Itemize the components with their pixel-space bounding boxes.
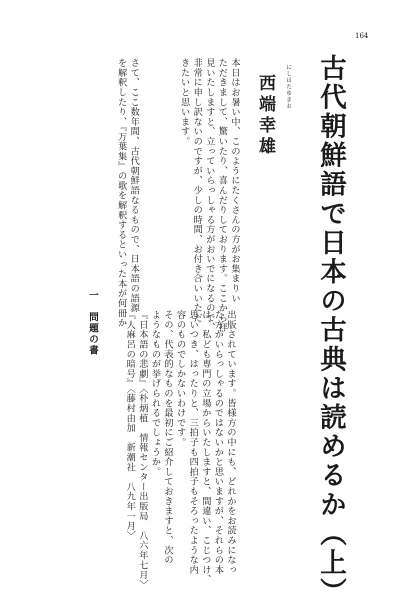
reference-line: 『人麻呂の暗号』〈藤村由加 新潮社 八九年一月〉 (124, 310, 136, 541)
body-text-top (114, 58, 240, 333)
section-heading: 一 問題の書 (87, 290, 98, 356)
text-line: を解釈したり、『万葉集』の歌を解釈するといった本が何冊か (115, 58, 127, 328)
author-name: 西端幸雄 (255, 74, 275, 158)
text-line: 本日はお暑い中、このようにたくさんの方がお集まりい (229, 58, 240, 303)
text-line: きたいと思います。 (178, 58, 190, 147)
reference-line: 『日本語の悲劇』〈朴炳植 情報センター出版局 八六年七月〉 (136, 310, 148, 590)
text-line: 出版されています。皆様方の中にも、どれかをお読みになっ (225, 310, 236, 575)
article-title: 古代朝鮮語で日本の古典は読めるか（上） (315, 54, 346, 607)
blank-line (152, 58, 165, 294)
body-text-bottom (123, 310, 236, 590)
blank-line (139, 58, 152, 294)
page-number: 164 (355, 32, 369, 40)
blank-line (164, 58, 177, 294)
text-line: 容のものでしかないわけです。 (174, 310, 186, 448)
text-line: 思いつき、はったりと、三拍子も四拍子もそろったような内 (187, 310, 199, 575)
author-ruby: にしはたゆきお (285, 64, 291, 110)
text-line: ようなものが挙げられるでしょうか。 (149, 310, 161, 477)
text-line: その、代表的なものを最初にご紹介しておきますと、次の (162, 310, 174, 565)
text-line: 非常に申し訳ないのですが、少しの時間、お付き合いいただ (191, 58, 203, 323)
text-line: た方がいらっしゃるのではないかと思いますが、それらの本 (212, 310, 224, 575)
text-line: は、私ども専門の立場からいたしますと、間違い、こじつけ、 (199, 310, 211, 585)
text-line: ただきまして、驚いたり、喜んだりしております。ここから拝 (216, 58, 228, 333)
text-line: さて、ここ数年間、古代朝鮮語なるもので、日本語の語源 (128, 58, 140, 313)
text-line: 見いたしますと、立っていらっしゃる方がおいでになるので、 (203, 58, 215, 333)
